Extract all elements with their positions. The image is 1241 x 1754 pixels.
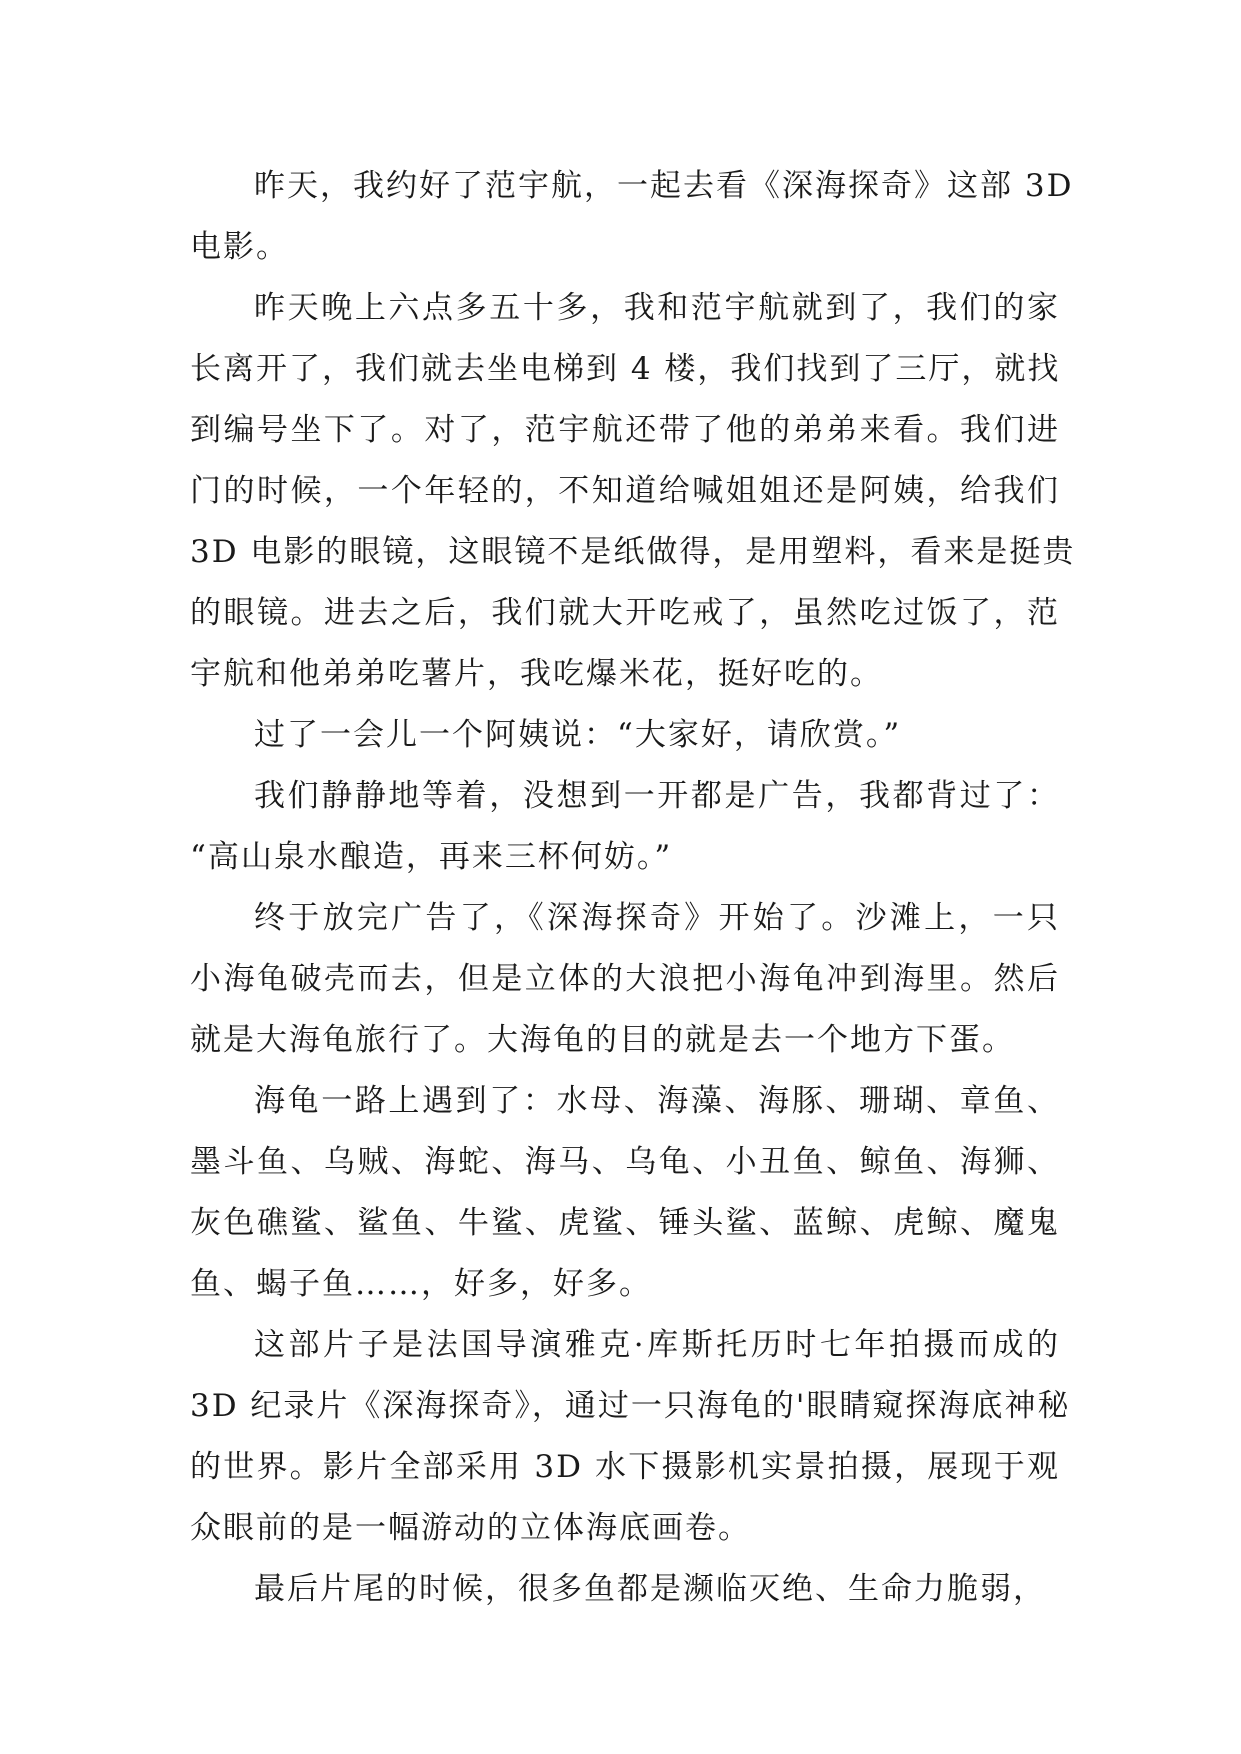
text-line: 长离开了，我们就去坐电梯到 4 楼，我们找到了三厅，就找 — [190, 351, 1061, 387]
text-line: 鱼、蝎子鱼……，好多，好多。 — [190, 1266, 652, 1302]
paragraph-6 — [190, 1071, 1060, 1315]
text-line: 终于放完广告了，《深海探奇》开始了。沙滩上，一只 — [254, 900, 1060, 936]
paragraph-7 — [190, 1315, 1071, 1559]
text-line: 墨斗鱼、乌贼、海蛇、海马、乌龟、小丑鱼、鲸鱼、海狮、 — [190, 1144, 1060, 1180]
text-line: 海龟一路上遇到了：水母、海藻、海豚、珊瑚、章鱼、 — [254, 1083, 1060, 1119]
text-line: 3D 电影的眼镜，这眼镜不是纸做得，是用塑料，看来是挺贵 — [190, 534, 1076, 570]
text-line: 昨天，我约好了范宇航，一起去看《深海探奇》这部 3D — [254, 168, 1074, 204]
text-line: 门的时候，一个年轻的，不知道给喊姐姐还是阿姨，给我们 — [190, 473, 1060, 509]
text-line: 就是大海龟旅行了。大海龟的目的就是去一个地方下蛋。 — [190, 1022, 1015, 1058]
text-line: 最后片尾的时候，很多鱼都是濒临灭绝、生命力脆弱， — [254, 1571, 1046, 1607]
paragraph-3 — [190, 705, 1060, 766]
text-line: 的眼镜。进去之后，我们就大开吃戒了，虽然吃过饭了，范 — [190, 595, 1060, 631]
text-line: “高山泉水酿造，再来三杯何妨。” — [190, 839, 673, 875]
paragraph-1 — [190, 156, 1074, 278]
text-line: 昨天晚上六点多五十多，我和范宇航就到了，我们的家 — [254, 290, 1060, 326]
text-line: 到编号坐下了。对了，范宇航还带了他的弟弟来看。我们进 — [190, 412, 1060, 448]
text-line: 过了一会儿一个阿姨说：“大家好，请欣赏。” — [254, 717, 902, 753]
paragraph-8 — [190, 1559, 1060, 1620]
text-line: 的世界。影片全部采用 3D 水下摄影机实景拍摄，展现于观 — [190, 1449, 1060, 1485]
text-line: 这部片子是法国导演雅克·库斯托历时七年拍摄而成的 — [254, 1327, 1060, 1363]
paragraph-2 — [190, 278, 1076, 705]
text-line: 小海龟破壳而去，但是立体的大浪把小海龟冲到海里。然后 — [190, 961, 1060, 997]
text-line: 宇航和他弟弟吃薯片，我吃爆米花，挺好吃的。 — [190, 656, 883, 692]
text-line: 电影。 — [190, 229, 289, 265]
text-line: 众眼前的是一幅游动的立体海底画卷。 — [190, 1510, 751, 1546]
text-line: 我们静静地等着，没想到一开都是广告，我都背过了： — [254, 778, 1060, 814]
text-line: 灰色礁鲨、鲨鱼、牛鲨、虎鲨、锤头鲨、蓝鲸、虎鲸、魔鬼 — [190, 1205, 1060, 1241]
document-body — [190, 156, 1076, 1620]
text-line: 3D 纪录片《深海探奇》，通过一只海龟的'眼睛窥探海底神秘 — [190, 1388, 1071, 1424]
paragraph-5 — [190, 888, 1060, 1071]
paragraph-4 — [190, 766, 1060, 888]
